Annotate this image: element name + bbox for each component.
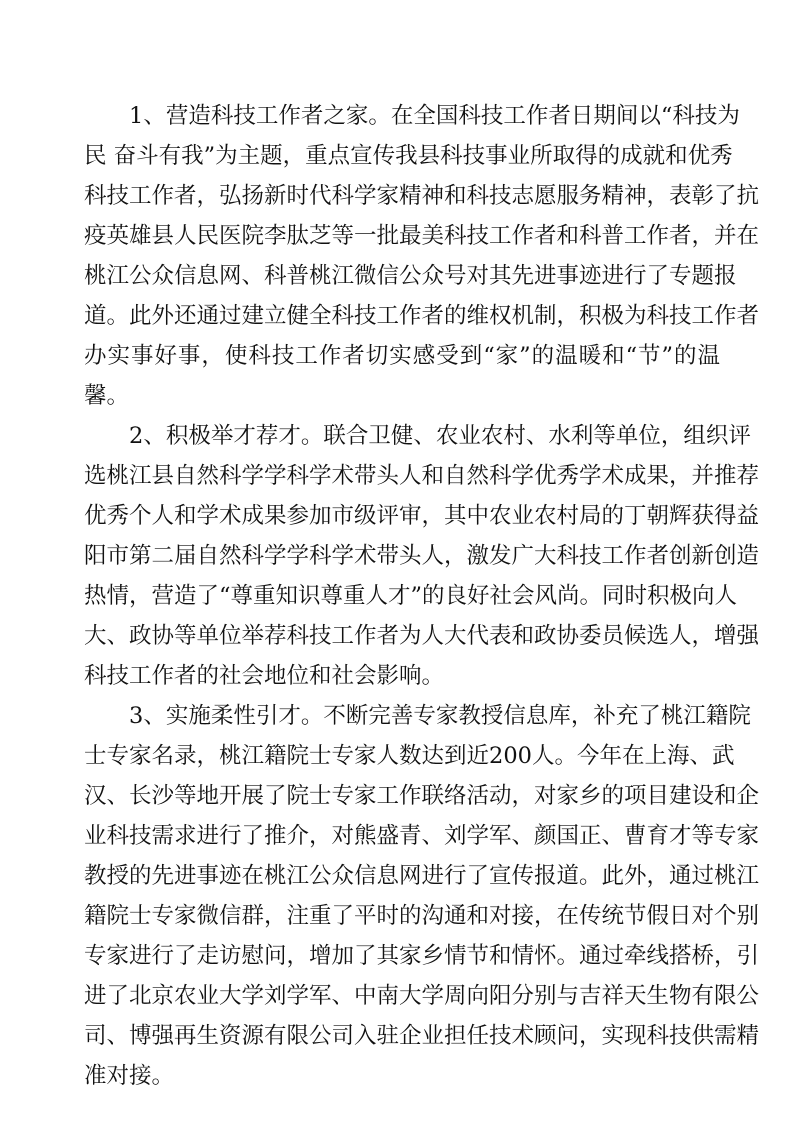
text-line: 优秀个人和学术成果参加市级评审，其中农业农村局的丁朝辉获得益 (84, 503, 760, 529)
text-line: 业科技需求进行了推介，对熊盛青、刘学军、颜国正、曹育才等专家 (84, 823, 760, 849)
text-line: 士专家名录，桃江籍院士专家人数达到近200人。今年在上海、武 (84, 743, 735, 769)
text-line: 2、积极举才荐才。联合卫健、农业农村、水利等单位，组织评 (84, 423, 751, 449)
text-line: 专家进行了走访慰问，增加了其家乡情节和情怀。通过牵线搭桥，引 (84, 943, 760, 969)
text-line: 科技工作者的社会地位和社会影响。 (84, 663, 445, 689)
text-line: 民 奋斗有我”为主题，重点宣传我县科技事业所取得的成就和优秀 (84, 143, 733, 169)
text-line: 汉、长沙等地开展了院士专家工作联络活动，对家乡的项目建设和企 (84, 783, 760, 809)
text-line: 桃江公众信息网、科普桃江微信公众号对其先进事迹进行了专题报 (84, 263, 737, 289)
text-line: 准对接。 (84, 1063, 175, 1089)
text-line: 热情，营造了“尊重知识尊重人才”的良好社会风尚。同时积极向人 (84, 583, 738, 609)
text-line: 大、政协等单位举荐科技工作者为人大代表和政协委员候选人，增强 (84, 623, 760, 649)
text-line: 馨。 (84, 383, 130, 409)
text-line: 进了北京农业大学刘学军、中南大学周向阳分别与吉祥天生物有限公 (84, 983, 760, 1009)
text-line: 办实事好事，使科技工作者切实感受到“家”的温暖和“节”的温 (84, 343, 720, 369)
text-line: 科技工作者，弘扬新时代科学家精神和科技志愿服务精神，表彰了抗 (84, 183, 760, 209)
text-line: 教授的先进事迹在桃江公众信息网进行了宣传报道。此外，通过桃江 (84, 863, 760, 889)
text-line: 选桃江县自然科学学科学术带头人和自然科学优秀学术成果，并推荐 (84, 463, 760, 489)
text-line: 阳市第二届自然科学学科学术带头人，激发广大科技工作者创新创造 (84, 543, 760, 569)
text-line: 3、实施柔性引才。不断完善专家教授信息库，补充了桃江籍院 (84, 703, 751, 729)
text-line: 道。此外还通过建立健全科技工作者的维权机制，积极为科技工作者 (84, 303, 760, 329)
text-line: 籍院士专家微信群，注重了平时的沟通和对接，在传统节假日对个别 (84, 903, 760, 929)
text-line: 1、营造科技工作者之家。在全国科技工作者日期间以“科技为 (84, 103, 740, 129)
text-line: 司、博强再生资源有限公司入驻企业担任技术顾问，实现科技供需精 (84, 1023, 760, 1049)
text-line: 疫英雄县人民医院李肽芝等一批最美科技工作者和科普工作者，并在 (84, 223, 760, 249)
